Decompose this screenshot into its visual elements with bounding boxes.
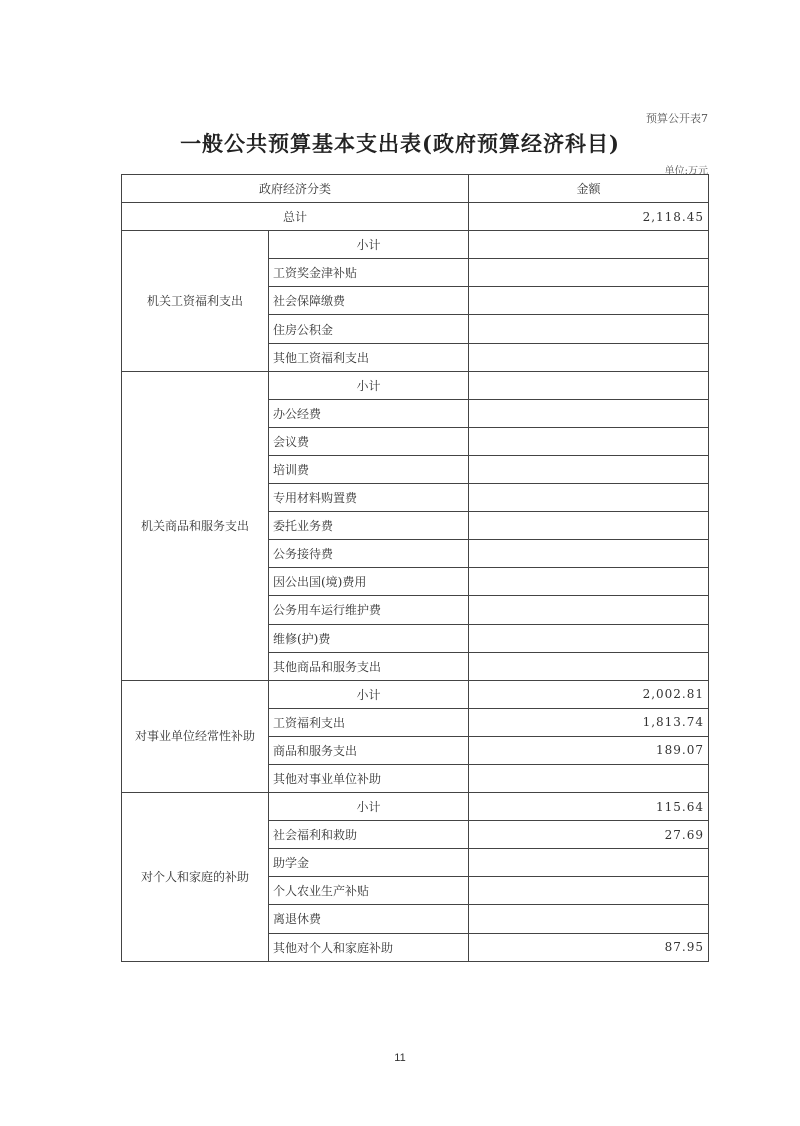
item-label: 其他对事业单位补助 [269,764,469,792]
item-label: 其他工资福利支出 [269,343,469,371]
item-label: 会议费 [269,427,469,455]
budget-table-body [122,175,709,962]
amount-cell [469,568,709,596]
total-label: 总计 [122,203,469,231]
item-label: 住房公积金 [269,315,469,343]
item-label: 社会福利和救助 [269,821,469,849]
subtotal-label: 小计 [269,680,469,708]
amount-cell [469,540,709,568]
item-label: 公务接待费 [269,540,469,568]
category-cell: 对事业单位经常性补助 [122,680,269,792]
budget-table [121,174,709,962]
amount-cell [469,849,709,877]
item-label: 办公经费 [269,399,469,427]
item-label: 商品和服务支出 [269,736,469,764]
page-title: 一般公共预算基本支出表(政府预算经济科目) [180,131,620,156]
item-label: 维修(护)费 [269,624,469,652]
category-cell: 对个人和家庭的补助 [122,793,269,962]
page-number: 11 [394,1052,406,1064]
amount-cell: 27.69 [469,821,709,849]
item-label: 工资奖金津补贴 [269,259,469,287]
subtotal-label: 小计 [269,371,469,399]
amount-cell [469,231,709,259]
item-label: 其他商品和服务支出 [269,652,469,680]
subtotal-label: 小计 [269,793,469,821]
item-label: 因公出国(境)费用 [269,568,469,596]
item-label: 委托业务费 [269,512,469,540]
table-row [122,231,709,259]
amount-cell [469,512,709,540]
amount-cell [469,455,709,483]
category-cell: 机关工资福利支出 [122,231,269,371]
amount-cell [469,287,709,315]
amount-cell: 2,002.81 [469,680,709,708]
amount-cell: 115.64 [469,793,709,821]
item-label: 个人农业生产补贴 [269,877,469,905]
total-amount: 2,118.45 [469,203,709,231]
item-label: 专用材料购置费 [269,484,469,512]
amount-cell [469,624,709,652]
amount-cell: 1,813.74 [469,708,709,736]
amount-cell: 87.95 [469,933,709,961]
header-classification: 政府经济分类 [122,175,469,203]
item-label: 公务用车运行维护费 [269,596,469,624]
item-label: 培训费 [269,455,469,483]
amount-cell [469,343,709,371]
amount-cell [469,764,709,792]
amount-cell [469,877,709,905]
amount-cell [469,427,709,455]
header-row [122,175,709,203]
table-id: 预算公开表7 [646,112,708,125]
item-label: 离退休费 [269,905,469,933]
table-row [122,793,709,821]
item-label: 助学金 [269,849,469,877]
table-row [122,680,709,708]
amount-cell [469,371,709,399]
item-label: 社会保障缴费 [269,287,469,315]
amount-cell [469,596,709,624]
subtotal-label: 小计 [269,231,469,259]
category-cell: 机关商品和服务支出 [122,371,269,680]
header-amount: 金额 [469,175,709,203]
amount-cell [469,652,709,680]
amount-cell [469,399,709,427]
item-label: 工资福利支出 [269,708,469,736]
unit-label: 单位:万元 [664,166,708,177]
amount-cell [469,484,709,512]
amount-cell [469,259,709,287]
amount-cell: 189.07 [469,736,709,764]
amount-cell [469,315,709,343]
item-label: 其他对个人和家庭补助 [269,933,469,961]
table-row [122,371,709,399]
amount-cell [469,905,709,933]
total-row [122,203,709,231]
